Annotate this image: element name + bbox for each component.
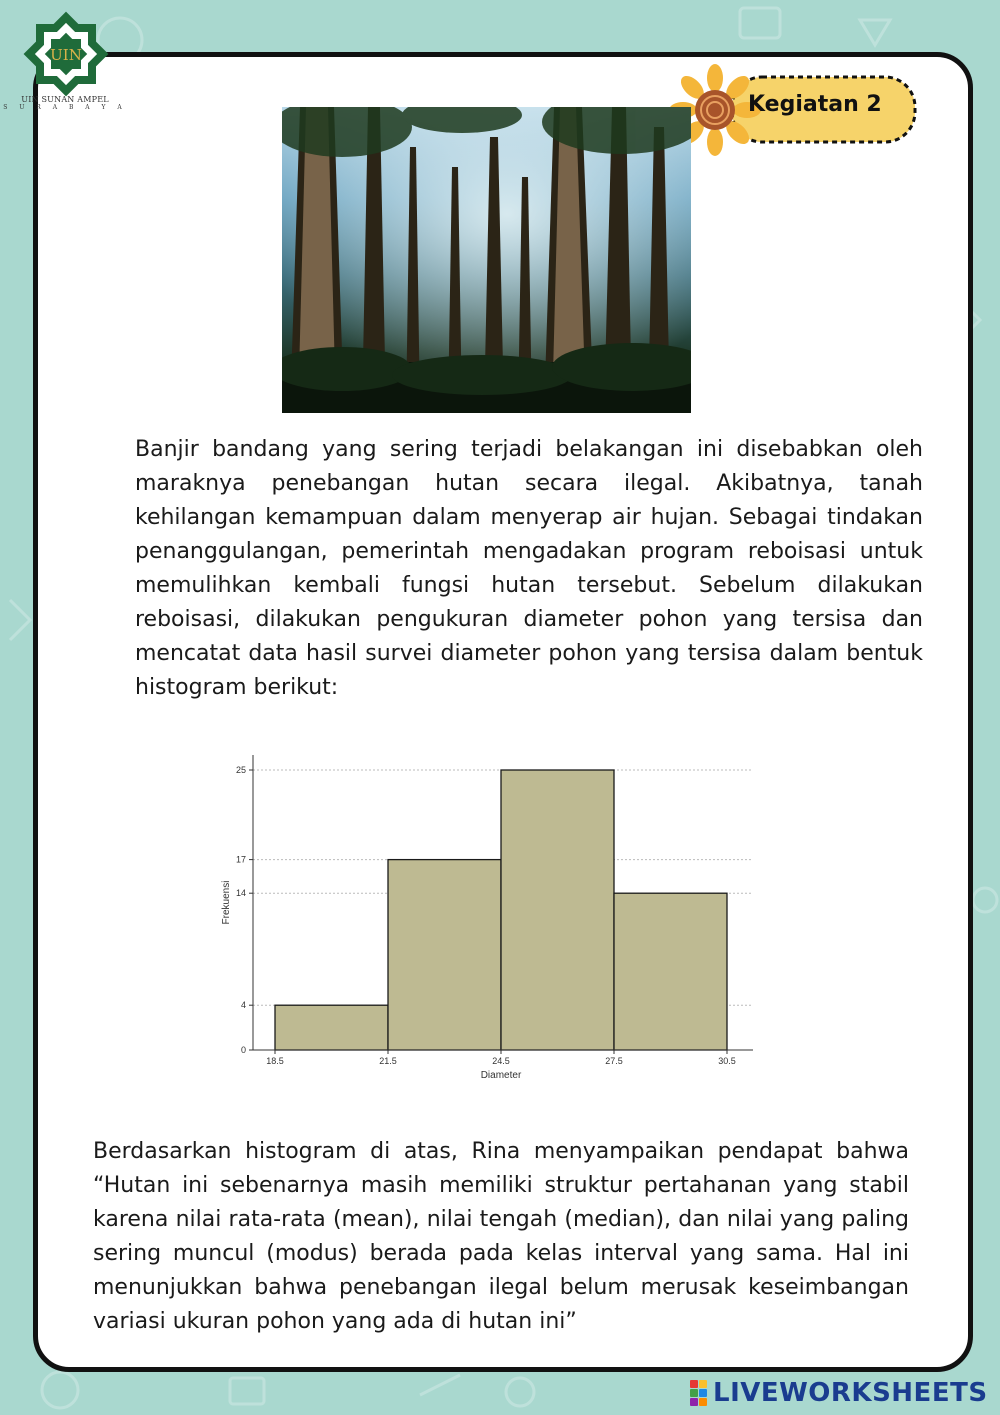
svg-text:UIN: UIN — [50, 46, 82, 64]
y-tick-label: 14 — [235, 888, 246, 899]
x-tick-label: 24.5 — [492, 1056, 510, 1066]
forest-photo — [282, 107, 691, 413]
y-axis-label: Frekuensi — [221, 880, 232, 925]
liveworksheets-logo-icon — [690, 1380, 707, 1406]
histogram-bar — [275, 1005, 388, 1050]
y-tick-label: 0 — [240, 1045, 246, 1055]
y-tick-label: 25 — [235, 765, 246, 775]
x-tick-label: 18.5 — [266, 1056, 284, 1066]
logo-university-name: UIN SUNAN AMPEL — [21, 95, 109, 104]
liveworksheets-footer — [690, 1378, 988, 1408]
diameter-histogram — [215, 740, 760, 1090]
histogram-bar — [388, 860, 501, 1050]
x-tick-label: 21.5 — [379, 1056, 397, 1066]
histogram-bar — [501, 770, 614, 1050]
x-tick-label: 27.5 — [605, 1056, 623, 1066]
kegiatan-label: Kegiatan 2 — [748, 92, 882, 117]
y-tick-label: 4 — [240, 1000, 246, 1011]
liveworksheets-brand: LIVEWORKSHEETS — [713, 1378, 988, 1408]
problem-paragraph: Banjir bandang yang sering terjadi belakangan ini disebabkan oleh maraknya penebangan hutan secara ilegal. Akibatnya, tanah kehilangan kemampuan dalam menyerap air hujan. Sebagai tindakan penanggulangan, pemerintah mengadakan program reboisasi untuk memulihkan kembali fungsi hutan tersebut. Sebelum dilakukan reboisasi, dilakukan pengukuran diameter pohon yang tersisa dan mencatat data hasil survei diameter pohon yang tersisa dalam bentuk histogram berikut: — [135, 437, 923, 700]
x-axis-label: Diameter — [480, 1070, 522, 1081]
y-tick-label: 17 — [235, 854, 246, 865]
x-tick-label: 30.5 — [718, 1056, 736, 1066]
logo-city-name: S U R A B A Y A — [3, 104, 127, 111]
opinion-paragraph: Berdasarkan histogram di atas, Rina menyampaikan pendapat bahwa “Hutan ini sebenarnya masih memiliki struktur pertahanan yang stabil karena nilai rata-rata (mean), nilai tengah (median), dan nilai yang paling sering muncul (modus) berada pada kelas interval yang sama. Hal ini menunjukkan bahwa penebangan ilegal belum merusak keseimbangan variasi ukuran pohon yang ada di hutan ini” — [93, 1139, 909, 1334]
histogram-bar — [614, 893, 727, 1050]
